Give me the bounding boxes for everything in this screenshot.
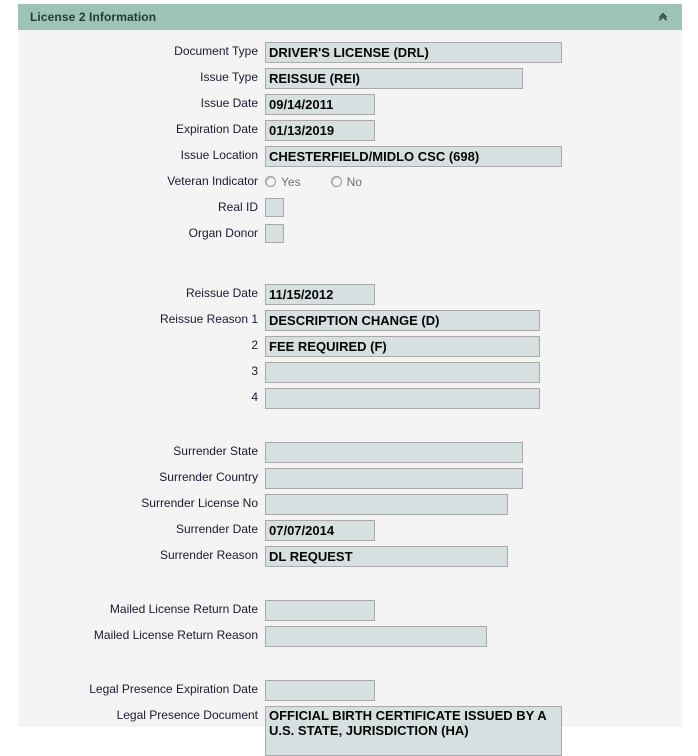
row-issue-date <box>18 94 682 120</box>
reissue-reason-2-field[interactable]: FEE REQUIRED (F) <box>265 336 540 357</box>
row-surrender-date <box>18 520 682 546</box>
reissue-date-label: Reissue Date <box>185 286 258 300</box>
surrender-reason-field[interactable]: DL REQUEST <box>265 546 508 567</box>
row-reissue-reason-3 <box>18 362 682 388</box>
reissue-reason-4-label: 4 <box>251 390 258 404</box>
organ-donor-label: Organ Donor <box>188 226 258 240</box>
radio-icon <box>265 176 276 187</box>
panel-header <box>18 4 682 30</box>
reissue-reason-1-field[interactable]: DESCRIPTION CHANGE (D) <box>265 310 540 331</box>
issue-location-field[interactable]: CHESTERFIELD/MIDLO CSC (698) <box>265 146 562 167</box>
surrender-date-field[interactable]: 07/07/2014 <box>265 520 375 541</box>
radio-icon <box>331 176 342 187</box>
row-issue-location <box>18 146 682 172</box>
row-veteran-indicator <box>18 172 682 198</box>
row-surrender-license-no <box>18 494 682 520</box>
row-issue-type <box>18 68 682 94</box>
surrender-state-field[interactable] <box>265 442 523 463</box>
row-surrender-country <box>18 468 682 494</box>
form-body <box>18 30 682 756</box>
surrender-license-no-field[interactable] <box>265 494 508 515</box>
document-type-field[interactable]: DRIVER'S LICENSE (DRL) <box>265 42 562 63</box>
reissue-reason-3-label: 3 <box>251 364 258 378</box>
expiration-date-label: Expiration Date <box>175 122 258 136</box>
chevron-up-icon[interactable] <box>656 8 670 24</box>
row-expiration-date <box>18 120 682 146</box>
row-mailed-license-return-reason <box>18 626 682 652</box>
row-reissue-reason-2 <box>18 336 682 362</box>
legal-presence-document-label: Legal Presence Document <box>116 708 258 722</box>
row-reissue-reason-1 <box>18 310 682 336</box>
veteran-indicator-label: Veteran Indicator <box>167 174 258 188</box>
surrender-date-label: Surrender Date <box>175 522 258 536</box>
issue-date-field[interactable]: 09/14/2011 <box>265 94 375 115</box>
mailed-license-return-date-label: Mailed License Return Date <box>109 602 258 616</box>
page-title: License 2 Information <box>30 10 157 24</box>
reissue-reason-4-field[interactable] <box>265 388 540 409</box>
row-surrender-state <box>18 442 682 468</box>
reissue-reason-2-label: 2 <box>251 338 258 352</box>
mailed-license-return-reason-field[interactable] <box>265 626 487 647</box>
mailed-license-return-reason-label: Mailed License Return Reason <box>93 628 258 642</box>
real-id-label: Real ID <box>217 200 258 214</box>
row-document-type <box>18 42 682 68</box>
row-legal-presence-document <box>18 706 682 756</box>
row-surrender-reason <box>18 546 682 572</box>
legal-presence-expiration-date-label: Legal Presence Expiration Date <box>89 682 258 696</box>
legal-presence-document-field[interactable]: OFFICIAL BIRTH CERTIFICATE ISSUED BY A U.S. STATE, JURISDICTION (HA) <box>265 706 562 756</box>
row-reissue-date <box>18 284 682 310</box>
issue-type-label: Issue Type <box>200 70 258 84</box>
issue-type-field[interactable]: REISSUE (REI) <box>265 68 523 89</box>
row-reissue-reason-4 <box>18 388 682 414</box>
issue-date-label: Issue Date <box>200 96 258 110</box>
surrender-reason-label: Surrender Reason <box>159 548 258 562</box>
reissue-date-field[interactable]: 11/15/2012 <box>265 284 375 305</box>
license-2-information-panel <box>18 4 682 738</box>
veteran-indicator-radio-group <box>265 172 362 191</box>
row-mailed-license-return-date <box>18 600 682 626</box>
surrender-state-label: Surrender State <box>173 444 258 458</box>
document-type-label: Document Type <box>174 44 258 58</box>
row-real-id <box>18 198 682 224</box>
mailed-license-return-date-field[interactable] <box>265 600 375 621</box>
organ-donor-checkbox[interactable] <box>265 224 284 243</box>
row-organ-donor <box>18 224 682 250</box>
surrender-country-field[interactable] <box>265 468 523 489</box>
expiration-date-field[interactable]: 01/13/2019 <box>265 120 375 141</box>
veteran-indicator-radio-yes[interactable] <box>265 175 301 189</box>
surrender-country-label: Surrender Country <box>159 470 258 484</box>
reissue-reason-3-field[interactable] <box>265 362 540 383</box>
legal-presence-expiration-date-field[interactable] <box>265 680 375 701</box>
surrender-license-no-label: Surrender License No <box>141 496 258 510</box>
veteran-indicator-yes-label: Yes <box>281 174 301 189</box>
real-id-checkbox[interactable] <box>265 198 284 217</box>
veteran-indicator-radio-no[interactable] <box>331 175 362 189</box>
veteran-indicator-no-label: No <box>346 174 362 189</box>
issue-location-label: Issue Location <box>180 148 258 162</box>
row-legal-presence-expiration-date <box>18 680 682 706</box>
reissue-reason-1-label: Reissue Reason 1 <box>159 312 258 326</box>
